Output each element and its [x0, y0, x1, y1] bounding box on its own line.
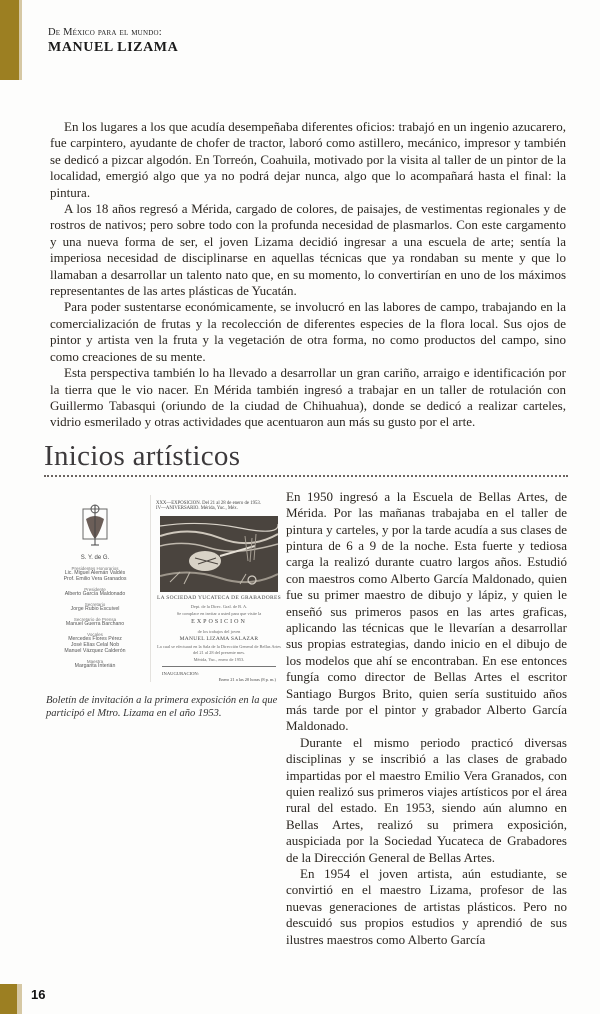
date-line: Mérida, Yuc., enero de 1953.: [193, 657, 245, 662]
paragraph: Durante el mismo periodo practicó diversas disciplinas y se inscribió a las clases de grabado impartidas por el maestro Emilio Vera Granados, con quien realizó sus primeros viajes artísticos por el área rural del estado. En 1953, siendo aún alumno en Bellas Artes, realizó su primera exposición, auspiciada por la Sociedad Yucateca de Grabadores de la Dirección General de Bellas Artes.: [286, 734, 567, 865]
page-footer: [0, 984, 600, 1014]
officer-name: Manuel Guerra Barchano: [65, 621, 125, 628]
officer-role: Presidentes Honorarios: [71, 565, 119, 571]
paragraph: Esta perspectiva también lo ha llevado a desarrollar un gran cariño, arraigo e identificación por la tierra que le vio nacer. En Mérida también ingresó a trabajar en un taller de rotulación con Guillermo Tabasqui (oriundo de la ciudad de Chihuahua), donde se dedicó a realizar carteles, vidrio esmerilado y otras actividades que acentuaron aun más su gusto por el arte.: [50, 365, 566, 430]
running-header-kicker: De México para el mundo:: [48, 27, 162, 38]
officer-name: José Elías Celal Nob: [70, 642, 120, 649]
artist-name: MANUEL LIZAMA SALAZAR: [179, 635, 259, 642]
exhibition-line: XXX—EXPOSICION. Del 21 al 28 de enero de 1953.: [156, 500, 261, 506]
officer-entry: [46, 602, 144, 613]
officer-entry: [46, 587, 144, 598]
figure-column: [46, 489, 282, 721]
page-number: 16: [31, 987, 46, 1003]
officer-role: Vocales: [87, 632, 103, 638]
paragraph: En 1954 el joven artista, aún estudiante, se convirtió en el maestro Lizama, profesor de las nuevas generaciones de artistas plásticos. Pero no descuidó sus propios estudios y aprendió de sus ilustres maestros como Alberto García: [286, 866, 567, 947]
inauguration-label: INAUGURACION:: [162, 671, 200, 677]
intro-text: [50, 119, 566, 431]
officer-entry: [46, 566, 144, 583]
officer-name: Mercedes Flores Pérez: [68, 636, 122, 643]
venue-line: La cual se efectuará en la Sala de la Dirección General de Bellas Artes del 21 al 28 del presente mes.: [157, 644, 281, 655]
woodcut-engraving-image: [160, 516, 278, 592]
invitation-right-panel: [156, 495, 282, 682]
officer-name: Margarita Interián: [74, 663, 116, 670]
paragraph: En los lugares a los que acudía desempeñaba diferentes oficios: trabajó en un ingenio azucarero, fue carpintero, ayudante de chofer de tractor, laboró como astillero, mecánico, impresor y también se dedicó a pizcar algodón. En Torreón, Coahuila, motivado por la visita al taller de un pintor de la localidad, emergió algo que ya no podrá dejar nunca, algo que lo acompañará hasta el final: la pintura.: [50, 119, 566, 200]
officer-entry: [46, 617, 144, 628]
officer-role: Secretario: [84, 601, 106, 607]
accent-bar-bottom: [0, 984, 17, 1014]
paragraph: A los 18 años regresó a Mérida, cargado de colores, de paisajes, de vestimentas regionales y de rostros de nativos; pero sobre todo con la profunda necesidad de plasmarlos. Con este cargamento y una nueva forma de ser, el joven Lizama decidió ingresar a una escuela de arte; sentía la imperiosa necesidad de disciplinarse en aquellas técnicas que ya rondaban su mente y que lo llamaban a desarrollar un talento nato que, en su momento, lo convertirían en uno de los máximos representantes de las artes plásticas de Yucatán.: [50, 201, 566, 299]
officer-entry: [46, 659, 144, 670]
accent-bar-bottom-light: [17, 984, 22, 1014]
paragraph: En 1950 ingresó a la Escuela de Bellas Artes, de Mérida. Por las mañanas trabajaba en el taller de pintura y carteles, y por la tarde acudía a sus clases de pintura de 6 a 9 de la noche. Esta fuerte y tediosa carga la realizó durante cuatro largos años. Estudió con maestros como Alberto García Maldonado, quien fue su primer maestro de dibujo y lápiz, y quien le enseñó sus primeros pasos en las artes graficas, aplicando las técnicas que le llevarían a desarrollar sus propias estrategias, dando inicio en el dibujo de los modelos que ahí se encontraban. En ese entonces fungía como director de Bellas Artes el escritor Santiago Burgos Brito, quien sería sustituido años más tarde por el pintor y grabador Alberto García Maldonado.: [286, 488, 567, 734]
invitation-left-panel: [46, 495, 144, 671]
society-name: LA SOCIEDAD YUCATECA DE GRABADORES: [157, 595, 281, 602]
officer-role: Presidente: [84, 586, 106, 592]
dotted-divider: [44, 475, 568, 477]
society-logo-icon: [80, 503, 110, 549]
two-column-section: [46, 489, 567, 948]
exposicion-heading: EXPOSICION: [191, 619, 247, 626]
officer-role: Secretario de Prensa: [73, 617, 117, 622]
officer-name: Prof. Emilio Vera Granados: [63, 575, 127, 582]
invitation-fold-line: [150, 495, 151, 682]
officer-name: Lic. Miguel Alemán Valdés: [64, 569, 126, 576]
right-column-text: [286, 489, 567, 948]
officer-role: Maestra: [86, 659, 104, 665]
officer-name: Manuel Vázquez Calderón: [64, 648, 126, 655]
works-of-line: de los trabajos del joven: [197, 628, 241, 634]
officer-name: Jorge Rubio Escuivel: [70, 606, 120, 613]
invite-line: Se complace en invitar a usted para que visite la: [176, 611, 262, 617]
inauguration-time: Enero 21 a las 20 horas (8 p. m.): [218, 676, 276, 682]
running-header-title: MANUEL LIZAMA: [48, 40, 179, 55]
section-heading: Inicios artísticos: [44, 439, 241, 472]
officer-name: Alberto García Maldonado: [64, 590, 126, 597]
paragraph: Para poder sustentarse económicamente, se involucró en las labores de campo, trabajando en la comercialización de frutas y la recolección de diferentes especies de la flora local. Sus ojos de pintor y artista ven la fruta y la vegetación de otra forma, no como productos del campo, sino como creaciones de su mente.: [50, 299, 566, 364]
society-subtitle: Dept. de la Direc. Gral. de B. A.: [190, 603, 248, 609]
society-initials: S. Y. de G.: [80, 554, 110, 561]
anniversary-line: IV—ANIVERSARIO. Mérida, Yuc., Méx.: [156, 506, 238, 512]
invitation-rule: [162, 666, 276, 667]
figure-caption: Boletín de invitación a la primera exposición en la que participó el Mtro. Lizama en el año 1953.: [46, 695, 278, 720]
officer-entry: [46, 632, 144, 655]
invitation-image: [46, 495, 282, 682]
